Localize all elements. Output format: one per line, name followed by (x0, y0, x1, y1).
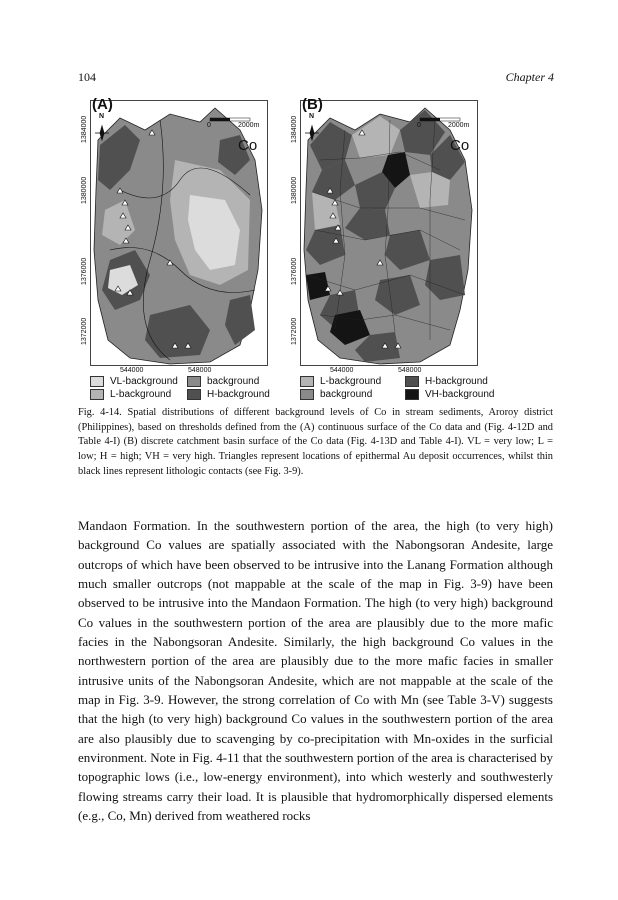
scale-bar-a (210, 118, 250, 121)
legend-label: H-background (425, 376, 488, 387)
x-tick-a-2: 548000 (188, 367, 212, 374)
legend-swatch (187, 389, 201, 400)
legend-label: VL-background (110, 376, 178, 387)
legend-b-item-vh (405, 389, 494, 400)
north-label-a: N (99, 113, 105, 120)
legend-a-item-vl (90, 376, 178, 387)
north-label-b: N (309, 113, 315, 120)
panel-a-label: (A) (92, 96, 113, 113)
x-tick-a-1: 544000 (120, 367, 144, 374)
scale-zero-a: 0 (207, 122, 211, 129)
legend-label: background (207, 376, 260, 387)
scale-zero-b: 0 (417, 122, 421, 129)
legend-label: H-background (207, 389, 270, 400)
element-label-b: Co (450, 137, 470, 154)
y-tick-b-2: 1380000 (291, 176, 298, 204)
element-label-a: Co (238, 137, 258, 154)
chapter-title: Chapter 4 (505, 70, 554, 84)
legend-swatch (405, 376, 419, 387)
body-paragraph: Mandaon Formation. In the southwestern portion of the area, the high (to very high) background Co values are spatially associated with the Nabongsoran Andesite, large outcrops of which have been observed to be intrusive into the Lanang Formation although much smaller outcrops (not mappable at the scale of the map in Fig. 3-9) have been observed to be intrusive into the Mandaon Formation. The high (to very high) background Co values in the southwestern portion of the area are plausibly due to the more mafic facies in the Nabongsoran Andesite. Similarly, the high background Co values in the northwestern portion of the area are plausibly due to the more mafic facies in smaller intrusive units of the Nabongsoran Andesite, which are not mappable at the scale of the map in Fig. 3-9. However, the strong correlation of Co with Mn (see Table 3-V) suggests that the high (to very high) background Co values in the southwestern portion of the area are also plausibly due to scavenging by co-precipitation with Mn-oxides in the surficial environment. Note in Fig. 4-11 that the southwestern portion of the area is characterised by topographic lows (i.e., low-energy environment), into which westerly and southwesterly flowing streams carry their load. It is plausible that hydromorphically dispersed elements (e.g., Co, Mn) derived from weathered rocks (78, 518, 553, 824)
legend-swatch (187, 376, 201, 387)
scale-bar-b (420, 118, 460, 121)
legend-swatch (300, 389, 314, 400)
legend-swatch (405, 389, 419, 400)
panel-b-label: (B) (302, 96, 323, 113)
legend-b-item-bg (300, 389, 372, 400)
legend-swatch (300, 376, 314, 387)
scale-end-a: 2000m (238, 122, 260, 129)
y-tick-a-1: 1384000 (81, 115, 88, 143)
legend-label: background (320, 389, 373, 400)
legend-swatch (90, 376, 104, 387)
y-tick-a-4: 1372000 (81, 317, 88, 345)
y-tick-b-4: 1372000 (291, 317, 298, 345)
x-tick-b-2: 548000 (398, 367, 422, 374)
legend-b-item-l (300, 376, 381, 387)
y-tick-b-3: 1376000 (291, 257, 298, 285)
x-tick-b-1: 544000 (330, 367, 354, 374)
figure-caption: Fig. 4-14. Spatial distributions of different background levels of Co in stream sediments, Aroroy district (Philippines), based on thresholds defined from the (A) continuous surface of the Co data and (Fig. 4-12D and Table 4-I) (B) discrete catchment basin surface of the Co data (Fig. 4-13D and Table 4-I). VL = very low; L = low; H = high; VH = very high. Triangles represent locations of epithermal Au deposit occurrences, whilst thin black lines represent lithologic contacts (see Fig. 3-9). (78, 407, 553, 477)
legend-b-item-h (405, 376, 488, 387)
legend-swatch (90, 389, 104, 400)
legend-label: VH-background (425, 389, 495, 400)
y-tick-a-3: 1376000 (81, 257, 88, 285)
scale-end-b: 2000m (448, 122, 470, 129)
legend-a-item-h (187, 389, 270, 400)
legend-label: L-background (320, 376, 382, 387)
legend-label: L-background (110, 389, 172, 400)
legend-a-item-l (90, 389, 171, 400)
y-tick-b-1: 1384000 (291, 115, 298, 143)
page-number: 104 (78, 70, 96, 84)
y-tick-a-2: 1380000 (81, 176, 88, 204)
legend-a-item-bg (187, 376, 259, 387)
